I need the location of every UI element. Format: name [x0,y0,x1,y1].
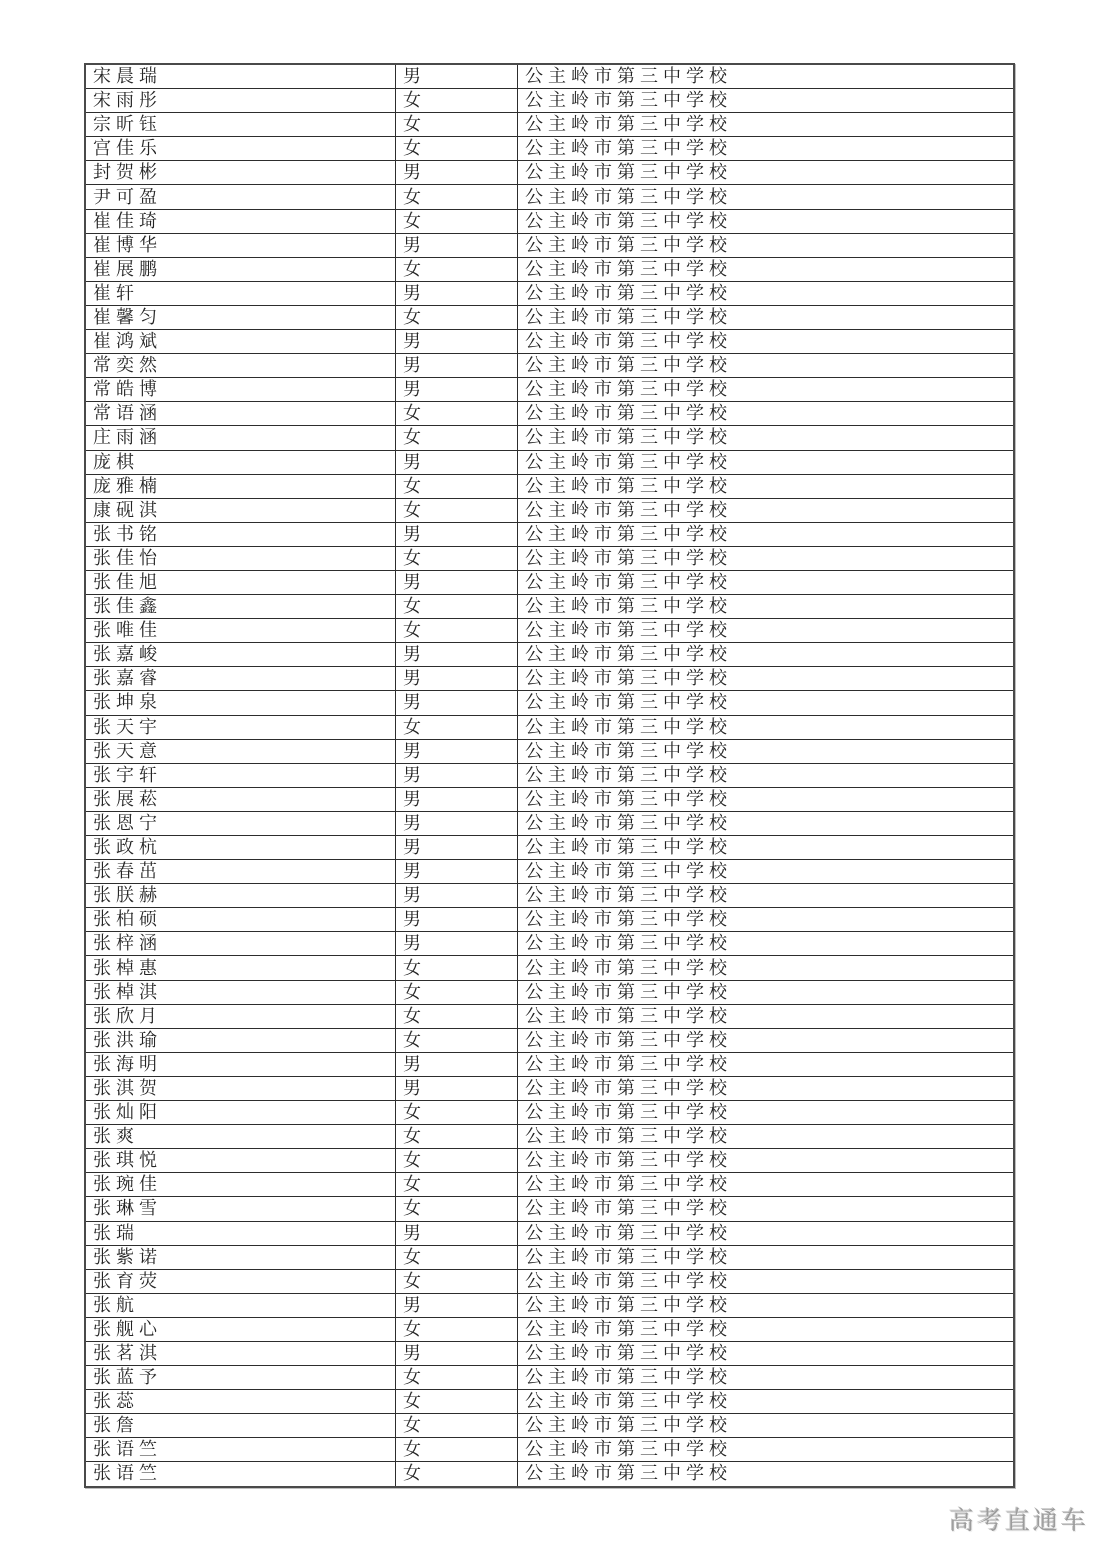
school-cell: 公主岭市第三中学校 [518,1390,1015,1414]
name-cell: 封贺彬 [85,161,396,185]
school-cell: 公主岭市第三中学校 [518,1245,1015,1269]
school-cell: 公主岭市第三中学校 [518,1197,1015,1221]
gender-cell: 女 [396,1028,518,1052]
name-cell: 崔博华 [85,233,396,257]
name-cell: 常语涵 [85,402,396,426]
table-row [85,1390,1014,1414]
table-row [85,1341,1014,1365]
table-row [85,1462,1014,1487]
name-cell: 张天意 [85,739,396,763]
table-row [85,137,1014,161]
gender-cell: 男 [396,836,518,860]
school-cell: 公主岭市第三中学校 [518,1269,1015,1293]
gender-cell: 男 [396,233,518,257]
name-cell: 张紫诺 [85,1245,396,1269]
table-row [85,257,1014,281]
name-cell: 宗昕钰 [85,113,396,137]
name-cell: 张坤泉 [85,691,396,715]
gender-cell: 男 [396,354,518,378]
name-cell: 张淇贺 [85,1076,396,1100]
student-roster-table [84,63,1015,1488]
name-cell: 张航 [85,1293,396,1317]
table-row [85,1293,1014,1317]
gender-cell: 男 [396,763,518,787]
school-cell: 公主岭市第三中学校 [518,498,1015,522]
student-table-body [85,64,1014,1487]
table-row [85,546,1014,570]
gender-cell: 女 [396,1004,518,1028]
gender-cell: 男 [396,787,518,811]
name-cell: 张爽 [85,1125,396,1149]
table-row [85,739,1014,763]
gender-cell: 男 [396,1341,518,1365]
name-cell: 张佳怡 [85,546,396,570]
gender-cell: 男 [396,378,518,402]
name-cell: 宋晨瑞 [85,64,396,89]
gender-cell: 男 [396,643,518,667]
name-cell: 张梓涵 [85,932,396,956]
school-cell: 公主岭市第三中学校 [518,450,1015,474]
gender-cell: 女 [396,619,518,643]
table-row [85,956,1014,980]
name-cell: 张海明 [85,1052,396,1076]
school-cell: 公主岭市第三中学校 [518,1101,1015,1125]
school-cell: 公主岭市第三中学校 [518,1004,1015,1028]
school-cell: 公主岭市第三中学校 [518,185,1015,209]
school-cell: 公主岭市第三中学校 [518,570,1015,594]
name-cell: 庞棋 [85,450,396,474]
table-row [85,113,1014,137]
gender-cell: 男 [396,1293,518,1317]
table-row [85,450,1014,474]
name-cell: 崔展鹏 [85,257,396,281]
school-cell: 公主岭市第三中学校 [518,1341,1015,1365]
table-row [85,691,1014,715]
table-row [85,1221,1014,1245]
school-cell: 公主岭市第三中学校 [518,402,1015,426]
table-row [85,64,1014,89]
name-cell: 张嘉峻 [85,643,396,667]
school-cell: 公主岭市第三中学校 [518,811,1015,835]
name-cell: 张嘉睿 [85,667,396,691]
gender-cell: 女 [396,474,518,498]
gender-cell: 女 [396,956,518,980]
table-row [85,354,1014,378]
name-cell: 张琬佳 [85,1173,396,1197]
gender-cell: 女 [396,185,518,209]
name-cell: 张琳雪 [85,1197,396,1221]
name-cell: 张蕊 [85,1390,396,1414]
gender-cell: 女 [396,209,518,233]
gender-cell: 男 [396,450,518,474]
table-row [85,1173,1014,1197]
gender-cell: 男 [396,860,518,884]
gender-cell: 男 [396,739,518,763]
school-cell: 公主岭市第三中学校 [518,546,1015,570]
school-cell: 公主岭市第三中学校 [518,354,1015,378]
school-cell: 公主岭市第三中学校 [518,257,1015,281]
table-row [85,498,1014,522]
table-row [85,619,1014,643]
gender-cell: 男 [396,64,518,89]
gender-cell: 男 [396,161,518,185]
table-row [85,715,1014,739]
name-cell: 张宇轩 [85,763,396,787]
gender-cell: 女 [396,1414,518,1438]
gender-cell: 男 [396,281,518,305]
gender-cell: 女 [396,1269,518,1293]
table-row [85,330,1014,354]
school-cell: 公主岭市第三中学校 [518,739,1015,763]
gender-cell: 男 [396,691,518,715]
table-row [85,209,1014,233]
table-row [85,1076,1014,1100]
table-row [85,1197,1014,1221]
school-cell: 公主岭市第三中学校 [518,305,1015,329]
name-cell: 张洪瑜 [85,1028,396,1052]
gender-cell: 女 [396,1197,518,1221]
gender-cell: 女 [396,402,518,426]
name-cell: 常奕然 [85,354,396,378]
gender-cell: 女 [396,595,518,619]
school-cell: 公主岭市第三中学校 [518,860,1015,884]
gender-cell: 男 [396,1221,518,1245]
name-cell: 庄雨涵 [85,426,396,450]
school-cell: 公主岭市第三中学校 [518,787,1015,811]
name-cell: 张琪悦 [85,1149,396,1173]
gender-cell: 男 [396,667,518,691]
school-cell: 公主岭市第三中学校 [518,1366,1015,1390]
table-row [85,643,1014,667]
gender-cell: 女 [396,546,518,570]
gender-cell: 男 [396,330,518,354]
school-cell: 公主岭市第三中学校 [518,1462,1015,1487]
school-cell: 公主岭市第三中学校 [518,113,1015,137]
table-row [85,281,1014,305]
gender-cell: 女 [396,305,518,329]
table-row [85,980,1014,1004]
table-row [85,522,1014,546]
school-cell: 公主岭市第三中学校 [518,1076,1015,1100]
gender-cell: 女 [396,89,518,113]
name-cell: 宫佳乐 [85,137,396,161]
school-cell: 公主岭市第三中学校 [518,522,1015,546]
table-row [85,1028,1014,1052]
gender-cell: 女 [396,1438,518,1462]
table-row [85,185,1014,209]
gender-cell: 女 [396,1101,518,1125]
name-cell: 张瑞 [85,1221,396,1245]
school-cell: 公主岭市第三中学校 [518,161,1015,185]
name-cell: 张天宇 [85,715,396,739]
school-cell: 公主岭市第三中学校 [518,595,1015,619]
gender-cell: 女 [396,113,518,137]
school-cell: 公主岭市第三中学校 [518,1149,1015,1173]
table-row [85,763,1014,787]
gender-cell: 女 [396,1390,518,1414]
table-row [85,1125,1014,1149]
gender-cell: 男 [396,932,518,956]
school-cell: 公主岭市第三中学校 [518,667,1015,691]
table-row [85,1004,1014,1028]
school-cell: 公主岭市第三中学校 [518,64,1015,89]
table-row [85,1269,1014,1293]
school-cell: 公主岭市第三中学校 [518,281,1015,305]
gender-cell: 女 [396,1462,518,1487]
table-row [85,161,1014,185]
name-cell: 张语竺 [85,1462,396,1487]
gender-cell: 女 [396,1366,518,1390]
name-cell: 崔馨匀 [85,305,396,329]
gender-cell: 女 [396,1125,518,1149]
gender-cell: 男 [396,1052,518,1076]
name-cell: 张书铭 [85,522,396,546]
name-cell: 张育荧 [85,1269,396,1293]
table-row [85,1101,1014,1125]
gender-cell: 男 [396,811,518,835]
table-row [85,860,1014,884]
table-row [85,667,1014,691]
school-cell: 公主岭市第三中学校 [518,884,1015,908]
name-cell: 张柏硕 [85,908,396,932]
school-cell: 公主岭市第三中学校 [518,1414,1015,1438]
name-cell: 张欣月 [85,1004,396,1028]
table-row [85,89,1014,113]
gender-cell: 女 [396,1245,518,1269]
school-cell: 公主岭市第三中学校 [518,137,1015,161]
table-row [85,1149,1014,1173]
name-cell: 张政杭 [85,836,396,860]
school-cell: 公主岭市第三中学校 [518,715,1015,739]
school-cell: 公主岭市第三中学校 [518,836,1015,860]
name-cell: 张茗淇 [85,1341,396,1365]
name-cell: 张春茁 [85,860,396,884]
gender-cell: 男 [396,908,518,932]
table-row [85,378,1014,402]
gender-cell: 男 [396,570,518,594]
table-row [85,811,1014,835]
gender-cell: 女 [396,1317,518,1341]
name-cell: 张佳旭 [85,570,396,594]
name-cell: 宋雨彤 [85,89,396,113]
table-row [85,1245,1014,1269]
table-row [85,570,1014,594]
gender-cell: 女 [396,137,518,161]
school-cell: 公主岭市第三中学校 [518,643,1015,667]
name-cell: 张恩宁 [85,811,396,835]
school-cell: 公主岭市第三中学校 [518,89,1015,113]
name-cell: 张灿阳 [85,1101,396,1125]
name-cell: 张棹淇 [85,980,396,1004]
gender-cell: 男 [396,884,518,908]
name-cell: 张佳鑫 [85,595,396,619]
school-cell: 公主岭市第三中学校 [518,1438,1015,1462]
school-cell: 公主岭市第三中学校 [518,763,1015,787]
school-cell: 公主岭市第三中学校 [518,378,1015,402]
school-cell: 公主岭市第三中学校 [518,980,1015,1004]
school-cell: 公主岭市第三中学校 [518,1028,1015,1052]
name-cell: 张朕赫 [85,884,396,908]
table-row [85,402,1014,426]
name-cell: 张语竺 [85,1438,396,1462]
gender-cell: 男 [396,1076,518,1100]
watermark: 高考直通车 [948,1508,1089,1535]
school-cell: 公主岭市第三中学校 [518,330,1015,354]
name-cell: 崔鸿斌 [85,330,396,354]
table-row [85,474,1014,498]
gender-cell: 女 [396,426,518,450]
name-cell: 崔轩 [85,281,396,305]
school-cell: 公主岭市第三中学校 [518,1173,1015,1197]
gender-cell: 女 [396,257,518,281]
name-cell: 张唯佳 [85,619,396,643]
gender-cell: 女 [396,715,518,739]
name-cell: 张蓝予 [85,1366,396,1390]
table-row [85,1052,1014,1076]
school-cell: 公主岭市第三中学校 [518,956,1015,980]
table-row [85,595,1014,619]
name-cell: 张舰心 [85,1317,396,1341]
school-cell: 公主岭市第三中学校 [518,209,1015,233]
school-cell: 公主岭市第三中学校 [518,426,1015,450]
gender-cell: 男 [396,522,518,546]
table-row [85,1317,1014,1341]
name-cell: 尹可盈 [85,185,396,209]
name-cell: 张詹 [85,1414,396,1438]
school-cell: 公主岭市第三中学校 [518,619,1015,643]
table-row [85,787,1014,811]
name-cell: 张展菘 [85,787,396,811]
gender-cell: 女 [396,1173,518,1197]
table-row [85,305,1014,329]
table-row [85,426,1014,450]
school-cell: 公主岭市第三中学校 [518,691,1015,715]
school-cell: 公主岭市第三中学校 [518,932,1015,956]
school-cell: 公主岭市第三中学校 [518,474,1015,498]
table-row [85,908,1014,932]
gender-cell: 女 [396,1149,518,1173]
table-row [85,932,1014,956]
name-cell: 常皓博 [85,378,396,402]
name-cell: 庞雅楠 [85,474,396,498]
school-cell: 公主岭市第三中学校 [518,1293,1015,1317]
table-row [85,1438,1014,1462]
table-row [85,1414,1014,1438]
name-cell: 崔佳琦 [85,209,396,233]
table-row [85,836,1014,860]
school-cell: 公主岭市第三中学校 [518,908,1015,932]
school-cell: 公主岭市第三中学校 [518,233,1015,257]
table-row [85,884,1014,908]
school-cell: 公主岭市第三中学校 [518,1052,1015,1076]
name-cell: 张棹惠 [85,956,396,980]
gender-cell: 女 [396,498,518,522]
school-cell: 公主岭市第三中学校 [518,1317,1015,1341]
gender-cell: 女 [396,980,518,1004]
school-cell: 公主岭市第三中学校 [518,1221,1015,1245]
table-row [85,233,1014,257]
name-cell: 康砚淇 [85,498,396,522]
table-row [85,1366,1014,1390]
school-cell: 公主岭市第三中学校 [518,1125,1015,1149]
